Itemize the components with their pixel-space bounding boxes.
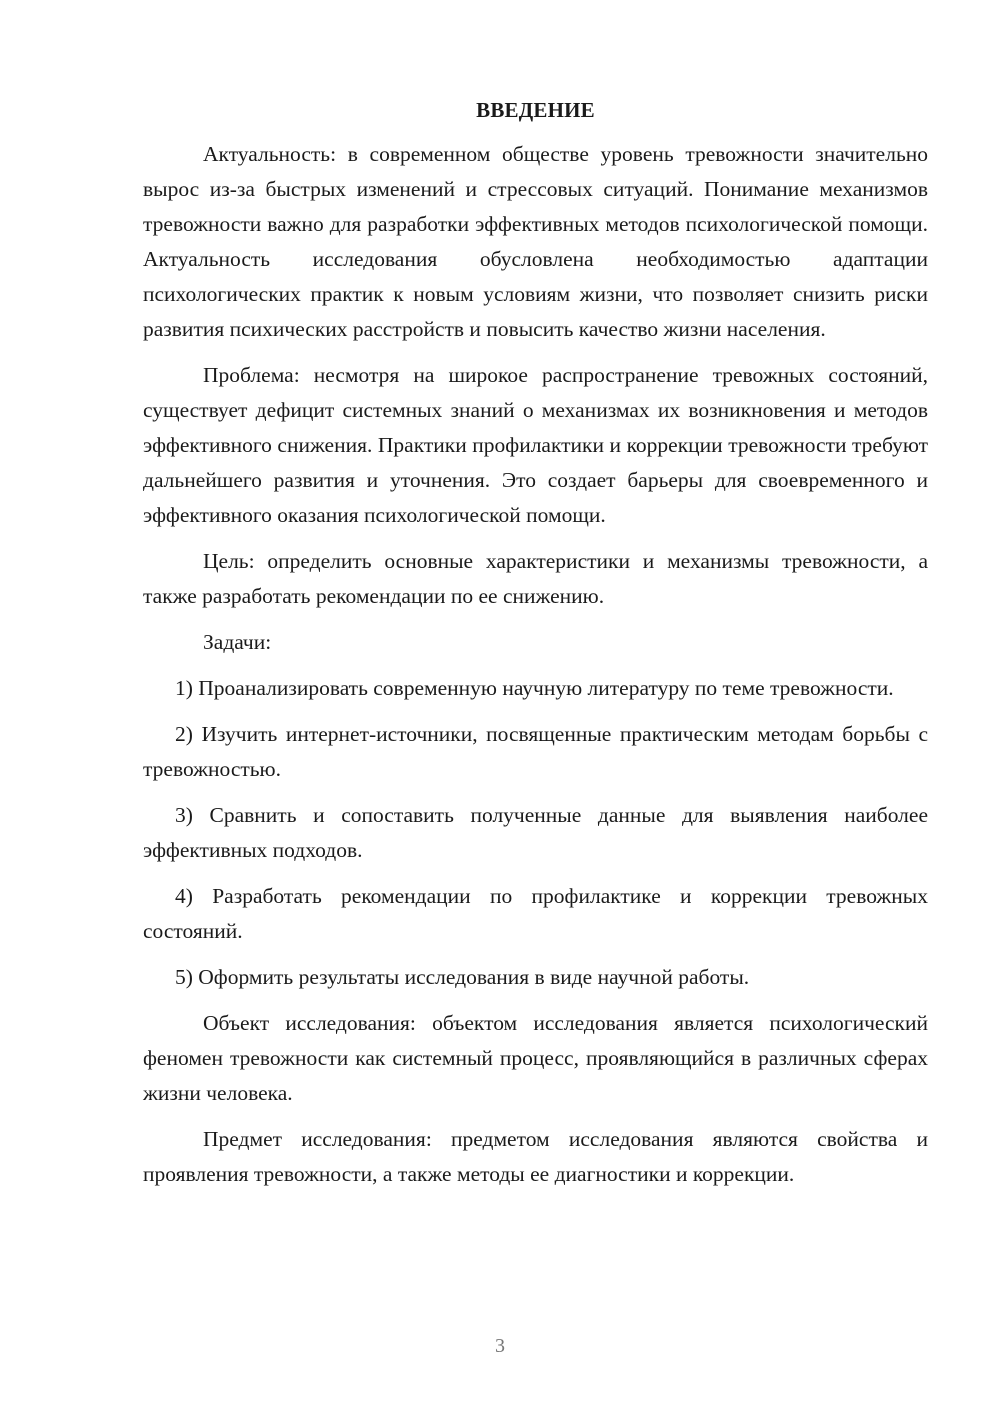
research-object-paragraph: Объект исследования: объектом исследования является психологический феномен тревожности как системный процесс, проявляющийся в различных сферах жизни человека. xyxy=(143,1011,928,1105)
task-item-3: 3) Сравнить и сопоставить полученные данные для выявления наиболее эффективных подходов. xyxy=(143,803,928,862)
task-item-2: 2) Изучить интернет-источники, посвященные практическим методам борьбы с тревожностью. xyxy=(143,722,928,781)
document-page xyxy=(143,96,928,1203)
task-item-5: 5) Оформить результаты исследования в виде научной работы. xyxy=(175,965,750,989)
research-subject-paragraph: Предмет исследования: предметом исследования являются свойства и проявления тревожности, а также методы ее диагностики и коррекции. xyxy=(143,1127,928,1186)
section-title: ВВЕДЕНИЕ xyxy=(476,98,595,122)
task-item-4: 4) Разработать рекомендации по профилактике и коррекции тревожных состояний. xyxy=(143,884,928,943)
tasks-heading: Задачи: xyxy=(203,630,272,654)
page-number: 3 xyxy=(495,1335,505,1357)
goal-paragraph: Цель: определить основные характеристики и механизмы тревожности, а также разработать рекомендации по ее снижению. xyxy=(143,549,928,608)
task-item-1: 1) Проанализировать современную научную литературу по теме тревожности. xyxy=(175,676,894,700)
relevance-paragraph: Актуальность: в современном обществе уровень тревожности значительно вырос из-за быстрых изменений и стрессовых ситуаций. Понимание механизмов тревожности важно для разработки эффективных методов психологической помощи. Актуальность исследования обусловлена необходимостью адаптации психологических практик к новым условиям жизни, что позволяет снизить риски развития психических расстройств и повысить качество жизни населения. xyxy=(143,142,928,341)
problem-paragraph: Проблема: несмотря на широкое распространение тревожных состояний, существует дефицит системных знаний о механизмах их возникновения и методов эффективного снижения. Практики профилактики и коррекции тревожности требуют дальнейшего развития и уточнения. Это создает барьеры для своевременного и эффективного оказания психологической помощи. xyxy=(143,363,928,527)
